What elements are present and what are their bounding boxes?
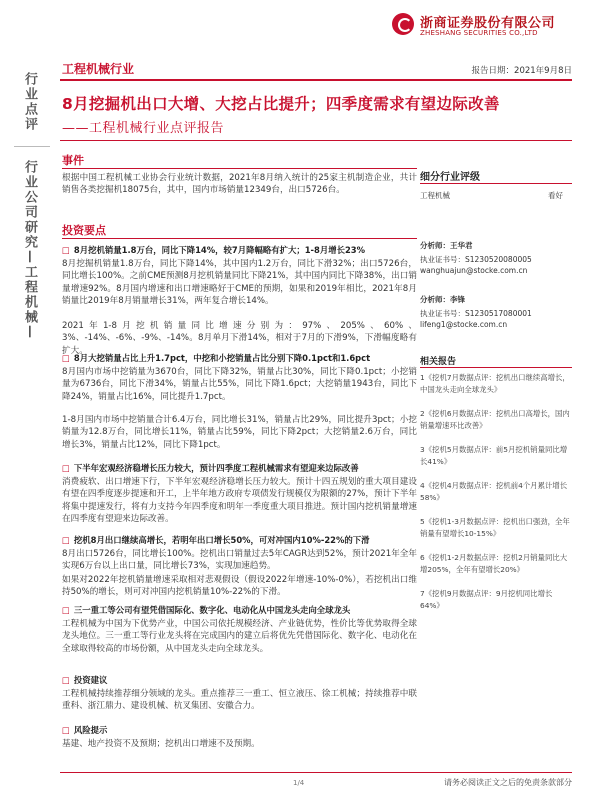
analyst-1-name: 分析师：王华君 <box>420 241 473 250</box>
related-report-4[interactable]: 4《挖机4月数据点评：挖机前4个月累计增长58%》 <box>420 481 568 502</box>
point-4-head: □ 挖机8月出口继续高增长，若明年出口增长50%，可对冲国内10%-22%的下滑 <box>62 534 370 546</box>
report-title: 8月挖掘机出口大增、大挖占比提升；四季度需求有望边际改善 <box>62 95 500 113</box>
rating-sector: 工程机械 <box>420 191 450 200</box>
related-report-5[interactable]: 5《挖机1-3月数据点评：挖机出口强劲，全年销量有望增长10-15%》 <box>420 517 570 538</box>
point-2-head: □ 8月大挖销量占比上升1.7pct，中挖和小挖销量占比分别下降0.1pct和1.6pct <box>62 352 370 364</box>
point-5-head: □ 三一重工等公司有望凭借国际化、数字化、电动化从中国龙头走向全球龙头 <box>62 604 350 616</box>
company-name-cn: 浙商证券股份有限公司 <box>420 16 556 31</box>
point-3-para-1: 消费疲软、出口增速下行，下半年宏观经济稳增长压力较大。预计十四五规划的重大项目建设有望在四季度逐步提速和开工，上半年地方政府专项债发行规模仅为限额的27%，预计下半年将集中提速发行，将有力支持今年四季度和明年一季度重大项目推进。预计国内挖机销量增速在四季度有望迎来边际改善。 <box>62 477 417 525</box>
highlights-heading: 投资要点 <box>62 224 106 237</box>
related-report-2[interactable]: 2《挖机6月数据点评：挖机出口高增长，国内销量增速环比改善》 <box>420 409 570 430</box>
page-number: 1/4 <box>293 779 305 787</box>
point-1-para-2: 2021年1-8月挖机销量同比增速分别为：97%、205%、60%、3%、-14%、-6%、-9%、-14%。8月单月下滑14%，相对于7月的下滑9%，下滑幅度略有扩大。 <box>62 321 417 356</box>
header-divider <box>60 79 572 81</box>
title-divider <box>60 140 572 141</box>
event-heading: 事件 <box>62 154 84 167</box>
report-date: 报告日期：2021年9月8日 <box>471 66 572 76</box>
industry-label: 工程机械行业 <box>62 62 135 76</box>
point-2-para-2: 1-8月国内市场中挖销量合计6.4万台，同比增长31%，销量占比29%，同比提升3pct；小挖销量为12.8万台，同比增长11%，销量占比59%，同比下降2pct；大挖销量2.6万台，同比增长3%，销量占比12%，同比下降1pct。 <box>62 415 417 450</box>
risk-text: 基建、地产投资不及预期；挖机出口增速不及预期。 <box>62 739 260 749</box>
related-report-6[interactable]: 6《挖机1-2月数据点评：挖机2月销量同比大增205%，全年有望增长20%》 <box>420 553 568 574</box>
point-3-head: □ 下半年宏观经济稳增长压力较大，预计四季度工程机械需求有望迎来边际改善 <box>62 462 359 474</box>
footer-divider <box>60 772 572 773</box>
side-label-top: 行业点评 <box>22 72 37 132</box>
rating-value: 看好 <box>548 191 563 200</box>
company-name-en: ZHESHANG SECURITIES CO.,LTD <box>420 29 538 37</box>
event-text: 根据中国工程机械工业协会行业统计数据，2021年8月纳入统计的25家主机制造企业，共计销售各类挖掘机18075台，其中，国内市场销量12349台，出口5726台。 <box>62 173 417 196</box>
company-logo-icon <box>392 13 414 35</box>
related-heading: 相关报告 <box>420 357 457 367</box>
analyst-2-email[interactable]: lifeng1@stocke.com.cn <box>420 320 508 329</box>
related-report-7[interactable]: 7《挖机9月数据点评：9月挖机同比增长64%》 <box>420 589 553 610</box>
point-5-para-1: 工程机械为中国为下优势产业，中国公司依托规模经济、产业链优势，性价比等优势取得全球龙头地位。三一重工等行业龙头将在完成国内的建立后将优先凭借国际化、数字化、电动化在全球取得较高的市场份额，从中国龙头走向全球龙头。 <box>62 619 417 654</box>
risk-head: □ 风险提示 <box>62 724 107 736</box>
event-heading-rule <box>62 168 417 169</box>
related-report-3[interactable]: 3《挖机5月数据点评：前5月挖机销量同比增长41%》 <box>420 445 568 466</box>
rating-heading-rule <box>420 183 572 184</box>
report-subtitle: ——工程机械行业点评报告 <box>62 121 225 136</box>
point-4-para-2: 如果对2022年挖机销量增速采取相对悲观假设（假设2022年增速-10%-0%），若挖机出口维持50%的增长，则可对冲国内挖机销量10%-22%的下滑。 <box>62 575 417 598</box>
rating-heading: 细分行业评级 <box>420 172 480 183</box>
related-heading-rule <box>420 367 572 368</box>
analyst-2-name: 分析师：李锋 <box>420 295 465 304</box>
point-4-para-1: 8月出口5726台，同比增长100%。挖机出口销量过去5年CAGR达到52%，预计2021年全年实现6万台以上出口量，同比增长73%，实现加速趋势。 <box>62 549 417 572</box>
investment-advice-text: 工程机械持续推荐细分领域的龙头。重点推荐三一重工、恒立液压、徐工机械；持续推荐中联重科、浙江鼎力、建设机械、杭叉集团、安徽合力。 <box>62 689 417 712</box>
point-1-head: □ 8月挖机销量1.8万台，同比下降14%，较7月降幅略有扩大；1-8月增长23% <box>62 244 365 256</box>
side-divider <box>14 146 50 147</box>
analyst-2-cert: 执业证书号：S1230517080001 <box>420 309 532 318</box>
disclaimer-note: 请务必阅读正文之后的免责条款部分 <box>444 778 572 787</box>
related-report-1[interactable]: 1《挖机7月数据点评：挖机出口继续高增长，中国龙头走向全球龙头》 <box>420 373 570 394</box>
highlights-heading-rule <box>62 238 417 239</box>
point-1-para-1: 8月挖掘机销量1.8万台，同比下降14%，其中国内1.2万台，同比下滑32%；出口5726台，同比增长100%。之前CME预测8月挖机销量同比下降21%，其中国内同比下降38%，出口销量增速92%。8月国内增速和出口增速略好于CME的预期，如果和2019年相比，2021年8月销量比2019年8月销量增长31%，两年复合增长14%。 <box>62 259 417 307</box>
analyst-1-cert: 执业证书号：S1230520080005 <box>420 255 532 264</box>
analyst-1-email[interactable]: wanghuajun@stocke.com.cn <box>420 266 528 275</box>
side-label-bottom: 行业公司研究—工程机械— <box>22 160 37 340</box>
point-2-para-1: 8月国内市场中挖销量为3670台，同比下降32%，销量占比30%，同比下降0.1pct；小挖销量为6736台，同比下滑34%，销量占比55%，同比下降1.6pct；大挖销量1943台，同比下降24%，销量占比16%，同比提升1.7pct。 <box>62 367 417 402</box>
investment-advice-head: □ 投资建议 <box>62 674 107 686</box>
